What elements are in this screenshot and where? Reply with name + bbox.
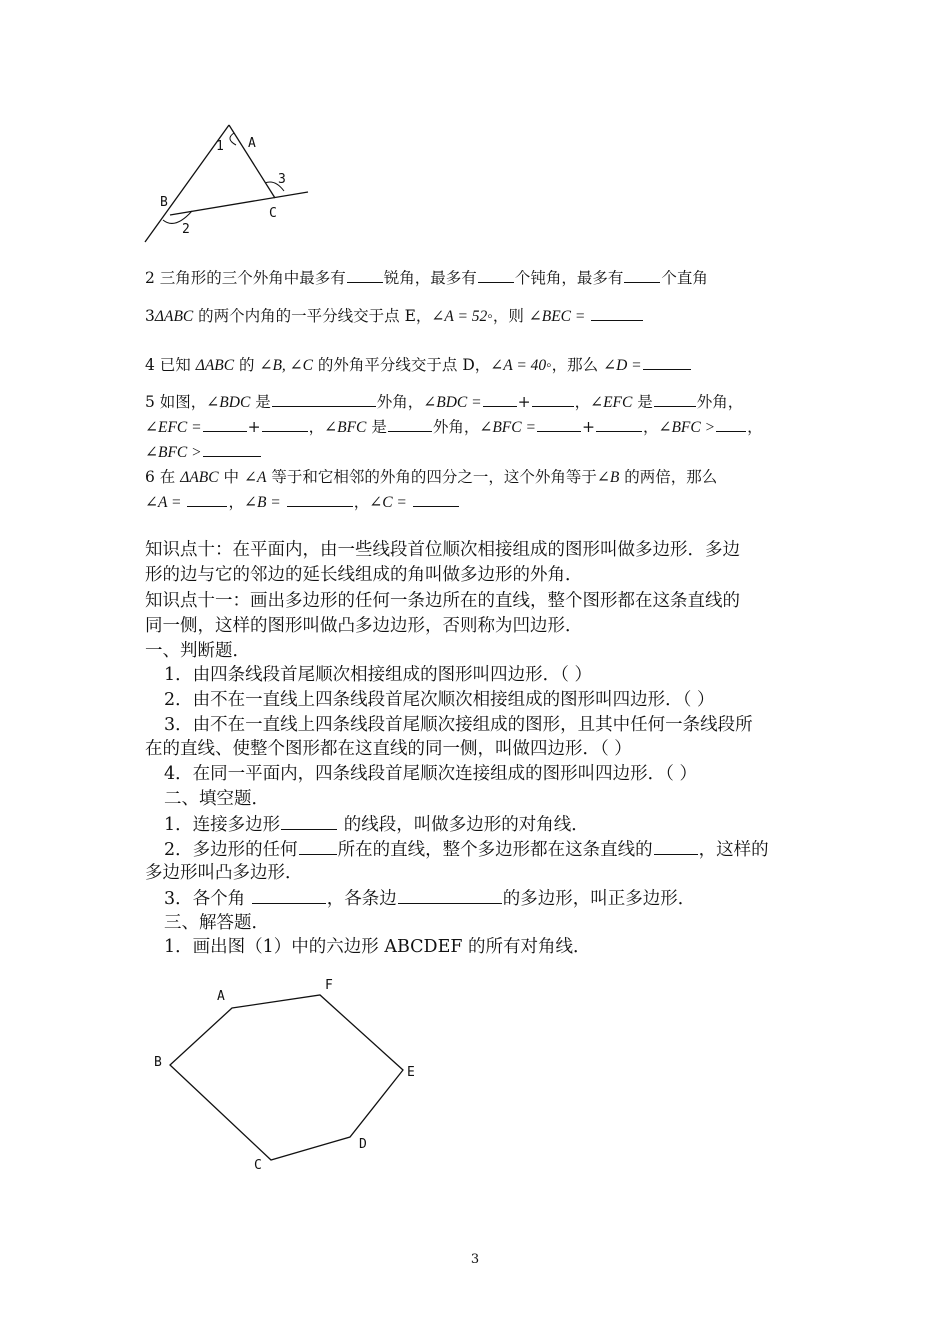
q4-angle-a: ∠A = 40◦ xyxy=(490,357,552,374)
hexagon-abcdef-figure xyxy=(145,970,435,1180)
q5-text-7: 外角， xyxy=(432,418,480,436)
section-2-item-2-cont: 多边形叫凸多边形． xyxy=(145,863,303,883)
q5-text-6: 是 xyxy=(366,418,387,436)
q2-blank-obtuse[interactable] xyxy=(478,268,514,283)
q5-angle-bfc: ∠BFC xyxy=(324,419,367,436)
question-3 xyxy=(145,306,644,327)
s2-i2-text-2: 所在的直线，整个多边形都在这条直线的 xyxy=(337,840,653,860)
q5-blank-9[interactable] xyxy=(596,417,642,432)
knowledge-point-10-line-2: 形的边与它的邻边的延长线组成的角叫做多边形的外角． xyxy=(145,565,583,585)
q4-angle-d: ∠D = xyxy=(603,357,642,374)
question-4 xyxy=(145,355,692,376)
q5-angle-bfc-gt-2: ∠BFC > xyxy=(145,444,202,461)
line-through-b-c xyxy=(170,192,308,215)
hexagon-label-e: E xyxy=(407,1065,415,1080)
q3-text-2: ，则 xyxy=(492,307,529,325)
q5-blank-3[interactable] xyxy=(532,392,574,407)
q5-angle-efc-eq: ∠EFC = xyxy=(145,419,202,436)
q5-text-5: 外角， xyxy=(696,393,744,411)
s2-i2-text-3: ，这样的 xyxy=(698,840,769,860)
q6-text-1: 6 在 xyxy=(145,468,181,486)
q5-comma-4: ， xyxy=(747,418,763,436)
hexagon-outline xyxy=(170,995,403,1160)
q6-blank-c[interactable] xyxy=(413,492,459,507)
q5-comma-1: ， xyxy=(574,393,591,411)
section-1-title: 一、判断题． xyxy=(145,641,250,661)
q5-text-4: 是 xyxy=(632,393,653,411)
q5-comma-2: ， xyxy=(308,418,325,436)
q5-plus-3: + xyxy=(581,418,595,436)
q4-text-3: 的外角平分线交于点 D， xyxy=(312,356,491,374)
q6-text-2: 中 xyxy=(218,468,244,486)
q3-number: 3 xyxy=(145,307,155,325)
hexagon-label-c: C xyxy=(254,1158,262,1173)
s2-i1-text-2: 的线段，叫做多边形的对角线． xyxy=(338,815,589,835)
label-a: A xyxy=(248,136,256,151)
hexagon-label-b: B xyxy=(154,1055,162,1070)
q6-angle-a-eq: ∠A = xyxy=(145,494,182,511)
q4-text-2: 的 xyxy=(234,356,260,374)
question-5-line-2 xyxy=(145,417,763,438)
q6-blank-a[interactable] xyxy=(187,492,227,507)
q5-text-1: 5 如图， xyxy=(145,393,207,411)
q2-text-3: 个钝角，最多有 xyxy=(514,269,624,287)
q3-angle-bec: ∠BEC = xyxy=(528,308,586,325)
s2-i3-text-1: 3．各个角 xyxy=(164,889,251,909)
q5-text-2: 是 xyxy=(250,393,271,411)
q2-text-4: 个直角 xyxy=(661,269,708,287)
q6-angle-b: ∠B xyxy=(596,469,620,486)
q3-text-1: 的两个内角的一平分线交于点 E， xyxy=(193,307,432,325)
q5-blank-7[interactable] xyxy=(388,417,432,432)
section-1-item-1: 1．由四条线段首尾顺次相接组成的图形叫四边形．（ ） xyxy=(164,665,592,685)
question-2 xyxy=(145,268,708,288)
q4-angles: ∠B, ∠C xyxy=(259,357,313,374)
q5-blank-1[interactable] xyxy=(272,392,376,407)
q5-angle-bfc-eq: ∠BFC = xyxy=(479,419,536,436)
q6-comma-2: ， xyxy=(353,493,370,511)
section-1-item-3a: 3．由不在一直线上四条线段首尾顺次接组成的图形，且其中任何一条线段所 xyxy=(164,715,753,735)
s2-i1-blank[interactable] xyxy=(281,812,337,830)
q4-blank[interactable] xyxy=(643,355,691,370)
q6-comma-1: ， xyxy=(228,493,244,511)
s2-i1-text-1: 1．连接多边形 xyxy=(164,815,281,835)
q5-blank-8[interactable] xyxy=(537,417,581,432)
s2-i2-blank-1[interactable] xyxy=(299,837,337,855)
section-2-item-1 xyxy=(164,812,589,837)
label-3: 3 xyxy=(278,172,286,187)
section-2-item-2 xyxy=(164,837,769,862)
q4-text-4: ，那么 xyxy=(551,356,604,374)
q5-plus-1: + xyxy=(517,393,531,411)
q2-blank-right[interactable] xyxy=(624,268,660,283)
section-3-item-1: 1．画出图（1）中的六边形 ABCDEF 的所有对角线． xyxy=(164,937,591,957)
label-2: 2 xyxy=(182,222,190,237)
q6-blank-b[interactable] xyxy=(287,492,353,507)
label-c: C xyxy=(269,206,277,221)
section-3-title: 三、解答题． xyxy=(164,913,269,933)
q5-plus-2: + xyxy=(247,418,261,436)
label-b: B xyxy=(160,195,168,210)
s2-i3-blank-2[interactable] xyxy=(398,886,502,904)
q5-text-3: 外角， xyxy=(376,393,424,411)
hexagon-label-d: D xyxy=(359,1137,367,1152)
hexagon-label-a: A xyxy=(217,989,225,1004)
q5-blank-6[interactable] xyxy=(262,417,308,432)
section-1-item-3b: 在的直线、使整个图形都在这直线的同一侧，叫做四边形．（ ） xyxy=(145,739,632,759)
question-5-line-1 xyxy=(145,392,743,413)
label-1: 1 xyxy=(216,139,224,154)
q3-angle-a: ∠A = 52◦ xyxy=(431,308,493,325)
knowledge-point-11-line-1: 知识点十一：画出多边形的任何一条边所在的直线，整个图形都在这条直线的 xyxy=(145,591,740,611)
q5-angle-efc: ∠EFC xyxy=(590,394,633,411)
q6-angle-c-eq: ∠C = xyxy=(369,494,407,511)
q6-triangle: ΔABC xyxy=(180,469,219,486)
q5-blank-5[interactable] xyxy=(203,417,247,432)
q4-text-1: 4 已知 xyxy=(145,356,196,374)
q5-blank-2[interactable] xyxy=(483,392,517,407)
q5-blank-4[interactable] xyxy=(654,392,696,407)
section-2-item-3 xyxy=(164,886,695,911)
page-number: 3 xyxy=(470,1252,480,1267)
s2-i3-text-2: ，各条边 xyxy=(326,889,397,909)
q2-text-2: 锐角，最多有 xyxy=(383,269,477,287)
q4-triangle: ΔABC xyxy=(195,357,235,374)
q5-angle-bdc: ∠BDC xyxy=(206,394,251,411)
question-6-line-2 xyxy=(145,492,460,513)
q5-comma-3: ， xyxy=(642,418,659,436)
s2-i2-blank-2[interactable] xyxy=(654,837,698,855)
s2-i3-text-3: 的多边形，叫正多边形． xyxy=(502,889,696,909)
hexagon-label-f: F xyxy=(325,978,333,993)
q5-angle-bfc-gt: ∠BFC > xyxy=(658,419,716,436)
s2-i2-text-1: 2．多边形的任何 xyxy=(164,840,298,860)
section-1-item-4: 4．在同一平面内，四条线段首尾顺次连接组成的图形叫四边形．（ ） xyxy=(164,764,697,784)
triangle-exterior-angle-figure xyxy=(130,115,330,250)
q6-text-4: 的两倍，那么 xyxy=(619,468,718,486)
q5-blank-11[interactable] xyxy=(203,442,261,457)
question-6-line-1 xyxy=(145,467,717,488)
knowledge-point-10-line-1: 知识点十：在平面内，由一些线段首位顺次相接组成的图形叫做多边形．多边 xyxy=(145,540,740,560)
q3-blank[interactable] xyxy=(591,306,643,321)
q6-angle-b-eq: ∠B = xyxy=(243,494,281,511)
question-5-line-3 xyxy=(145,442,262,463)
q6-angle-a: ∠A xyxy=(243,469,267,486)
q3-triangle: ΔABC xyxy=(154,308,194,325)
q2-text-1: 2 三角形的三个外角中最多有 xyxy=(145,269,346,287)
section-1-item-2: 2．由不在一直线上四条线段首尾次顺次相接组成的图形叫四边形．（ ） xyxy=(164,690,715,710)
s2-i3-blank-1[interactable] xyxy=(252,886,326,904)
q6-text-3: 等于和它相邻的外角的四分之一，这个外角等于 xyxy=(266,468,597,486)
q5-angle-bdc-eq: ∠BDC = xyxy=(423,394,482,411)
q5-blank-10[interactable] xyxy=(716,417,746,432)
knowledge-point-11-line-2: 同一侧，这样的图形叫做凸多边边形，否则称为凹边形． xyxy=(145,616,583,636)
q2-blank-acute[interactable] xyxy=(347,268,383,283)
section-2-title: 二、填空题． xyxy=(164,789,269,809)
